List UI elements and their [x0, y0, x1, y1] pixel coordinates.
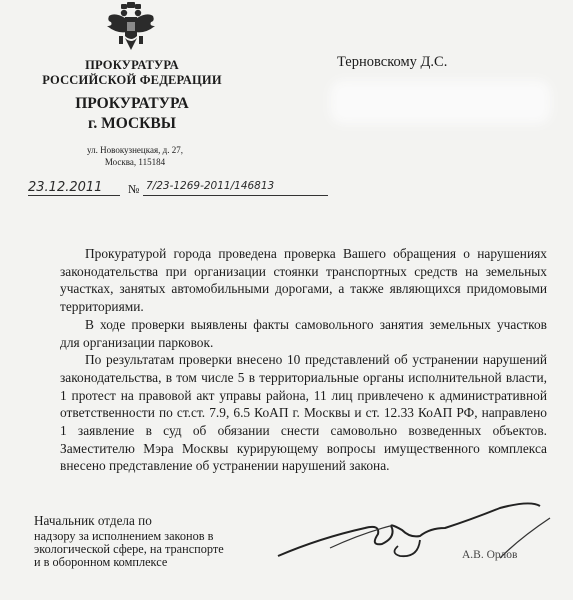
- handwritten-signature: [270, 498, 570, 573]
- outgoing-reference: [28, 180, 328, 200]
- signer-title-line1: Начальник отдела по: [34, 513, 152, 528]
- sender-line1: ПРОКУРАТУРА: [85, 58, 179, 72]
- signer-title-line4: и в оборонном комплексе: [34, 555, 168, 569]
- signer-title-line2: надзору за исполнением законов в: [34, 529, 214, 543]
- signer-name: А.В. Орлов: [462, 549, 518, 561]
- office-line2: г. МОСКВЫ: [88, 115, 176, 132]
- body-paragraph-1: Прокуратурой города проведена проверка Вашего обращения о нарушениях законодательства при организации стоянки транспортных средств на земельных участках, занятых автомобильными дорогами, а также являющихся придомовыми территориями.: [60, 246, 547, 315]
- redacted-address: [338, 88, 543, 116]
- address-line2: Москва, 115184: [104, 157, 166, 167]
- outgoing-number: 7/23-1269-2011/146813: [146, 180, 275, 192]
- signer-title-line3: экологической сфере, на транспорте: [34, 542, 224, 556]
- address-line1: ул. Новокузнецкая, д. 27,: [87, 145, 183, 155]
- outgoing-date: 23.12.2011: [28, 180, 103, 195]
- body-paragraph-3: По результатам проверки внесено 10 представлений об устранении нарушений законодательства, в том числе 5 в территориальные органы исполнительной власти, 1 протест на правовой акт управы района, 11 лиц привлечено к административной ответственности по ст.ст. 7.9, 6.5 КоАП г. Москвы и ст. 12.33 КоАП РФ, направлено 1 заявление в суд об обязании снести самовольно возведенных объектов. Заместителю Мэра Москвы курирующему вопросы имущественного комплекса внесено представление об устранении нарушений закона.: [60, 352, 547, 474]
- number-label: №: [128, 182, 140, 196]
- letter-body: [60, 245, 547, 475]
- sender-line2: РОССИЙСКОЙ ФЕДЕРАЦИИ: [42, 73, 222, 87]
- body-paragraph-2: В ходе проверки выявлены факты самовольного занятия земельных участков для организации парковок.: [60, 316, 547, 350]
- number-underline: [143, 195, 328, 196]
- state-emblem-icon: [103, 2, 159, 56]
- addressee: Терновскому Д.С.: [337, 54, 448, 70]
- office-line1: ПРОКУРАТУРА: [75, 95, 189, 112]
- date-underline: [28, 195, 120, 196]
